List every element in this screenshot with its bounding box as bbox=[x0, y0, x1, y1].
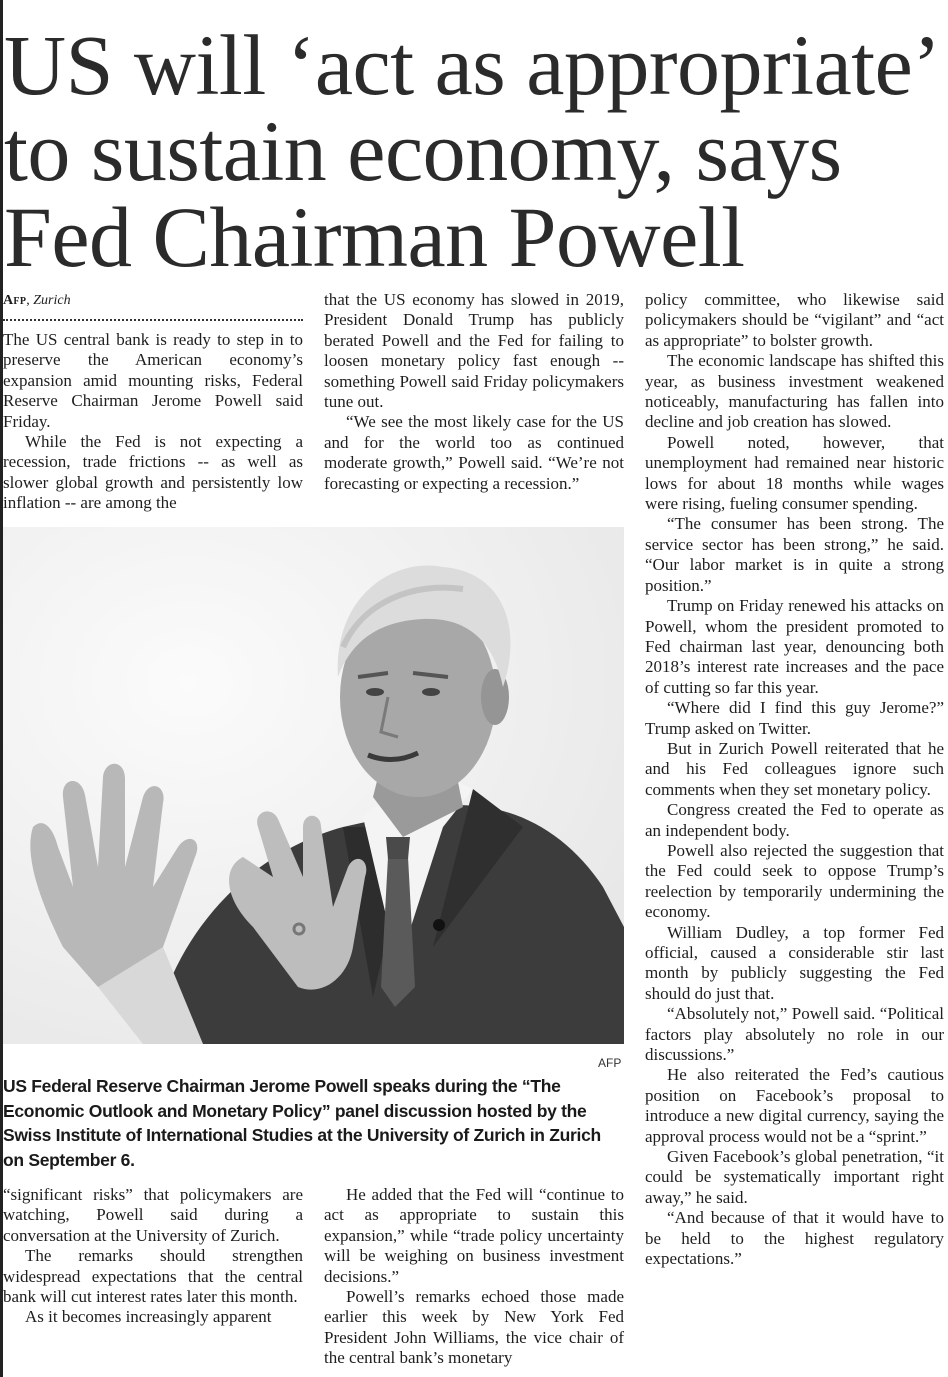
column-2-bottom bbox=[324, 1185, 624, 1369]
powell-illustration bbox=[3, 527, 624, 1044]
paragraph: He added that the Fed will “continue to act as appropriate to sustain this expansion,” while “trade policy uncertainty will be weighing on business investment decisions.” bbox=[324, 1185, 624, 1286]
paragraph: Powell noted, however, that unemployment had remained near historic lows for about 18 months while wages were rising, fueling consumer spending. bbox=[645, 432, 944, 514]
photo-caption: US Federal Reserve Chairman Jerome Powell speaks during the “The Economic Outlook and Monetary Policy” panel discussion hosted by the Swiss Institute of International Studies at the University of Zurich in Zurich on September 6. bbox=[3, 1076, 601, 1170]
powell-photo bbox=[3, 527, 624, 1044]
paragraph: The remarks should strengthen widespread expectations that the central bank will cut interest rates later this month. bbox=[3, 1246, 303, 1307]
paragraph: As it becomes increasingly apparent bbox=[25, 1307, 272, 1327]
paragraph: Trump on Friday renewed his attacks on Powell, whom the president promoted to Fed chairman last year, denouncing both 2018’s interest rate increases and the pace of cutting so far this year. bbox=[645, 596, 944, 697]
column-2-top bbox=[324, 290, 624, 494]
column-1-top bbox=[3, 291, 303, 514]
paragraph: Powell also rejected the suggestion that the Fed could seek to oppose Trump’s reelection by temporarily undermining the economy. bbox=[645, 840, 944, 922]
paragraph: “And because of that it would have to be held to the highest regulatory expectations.” bbox=[645, 1208, 944, 1269]
paragraph: The economic landscape has shifted this year, as business investment weakened noticeably, manufacturing has fallen into decline and job creation has slowed. bbox=[645, 351, 944, 432]
byline-city: Zurich bbox=[33, 293, 71, 308]
paragraph: “Where did I find this guy Jerome?” Trump asked on Twitter. bbox=[645, 698, 944, 738]
paragraph: “significant risks” that policymakers are watching, Powell said during a conversation at the University of Zurich. bbox=[3, 1185, 303, 1245]
paragraph: policy committee, who likewise said policymakers should be “vigilant” and “act as appropriate” to bolster growth. bbox=[645, 290, 944, 350]
byline bbox=[3, 291, 303, 311]
byline-divider bbox=[3, 319, 303, 321]
paragraph: Powell’s remarks echoed those made earlier this week by New York Fed President John Williams, the vice chair of the central bank’s monetary bbox=[324, 1287, 624, 1368]
paragraph: that the US economy has slowed in 2019, President Donald Trump has publicly berated Powell and the Fed for failing to loosen monetary policy fast enough -- something Powell said Friday policymakers tune out. bbox=[324, 290, 624, 412]
photo-credit: AFP bbox=[598, 1056, 622, 1070]
paragraph: But in Zurich Powell reiterated that he and his Fed colleagues ignore such comments when they set monetary policy. bbox=[645, 738, 944, 799]
paragraph: Given Facebook’s global penetration, “it could be systematically important right away,” he said. bbox=[645, 1147, 944, 1207]
byline-agency: Afp bbox=[3, 293, 27, 308]
paragraph: “Absolutely not,” Powell said. “Political factors play absolutely no role in our discussions.” bbox=[645, 1004, 944, 1065]
paragraph: He also reiterated the Fed’s cautious position on Facebook’s proposal to introduce a new digital currency, saying the approval process would not be a “sprint.” bbox=[645, 1065, 944, 1146]
paragraph: “The consumer has been strong. The service sector has been strong,” he said. “Our labor market is in quite a strong position.” bbox=[645, 514, 944, 595]
paragraph: “We see the most likely case for the US and for the world too as continued moderate growth,” Powell said. “We’re not forecasting or expecting a recession.” bbox=[324, 412, 624, 493]
column-3 bbox=[645, 290, 944, 1270]
column-1-bottom bbox=[3, 1185, 303, 1328]
paragraph: While the Fed is not expecting a recession, trade frictions -- as well as slower global growth and persistently low inflation -- are among the bbox=[3, 432, 303, 513]
byline-separator: , bbox=[26, 293, 34, 308]
paragraph: The US central bank is ready to step in to preserve the American economy’s expansion amid mounting risks, Federal Reserve Chairman Jerome Powell said Friday. bbox=[3, 330, 303, 431]
paragraph: Congress created the Fed to operate as an independent body. bbox=[645, 800, 944, 840]
headline: US will ‘act as appropriate’ to sustain economy, says Fed Chairman Powell bbox=[4, 17, 935, 285]
paragraph: William Dudley, a top former Fed official, caused a considerable stir last month by publicly suggesting the Fed should do just that. bbox=[645, 922, 944, 1003]
